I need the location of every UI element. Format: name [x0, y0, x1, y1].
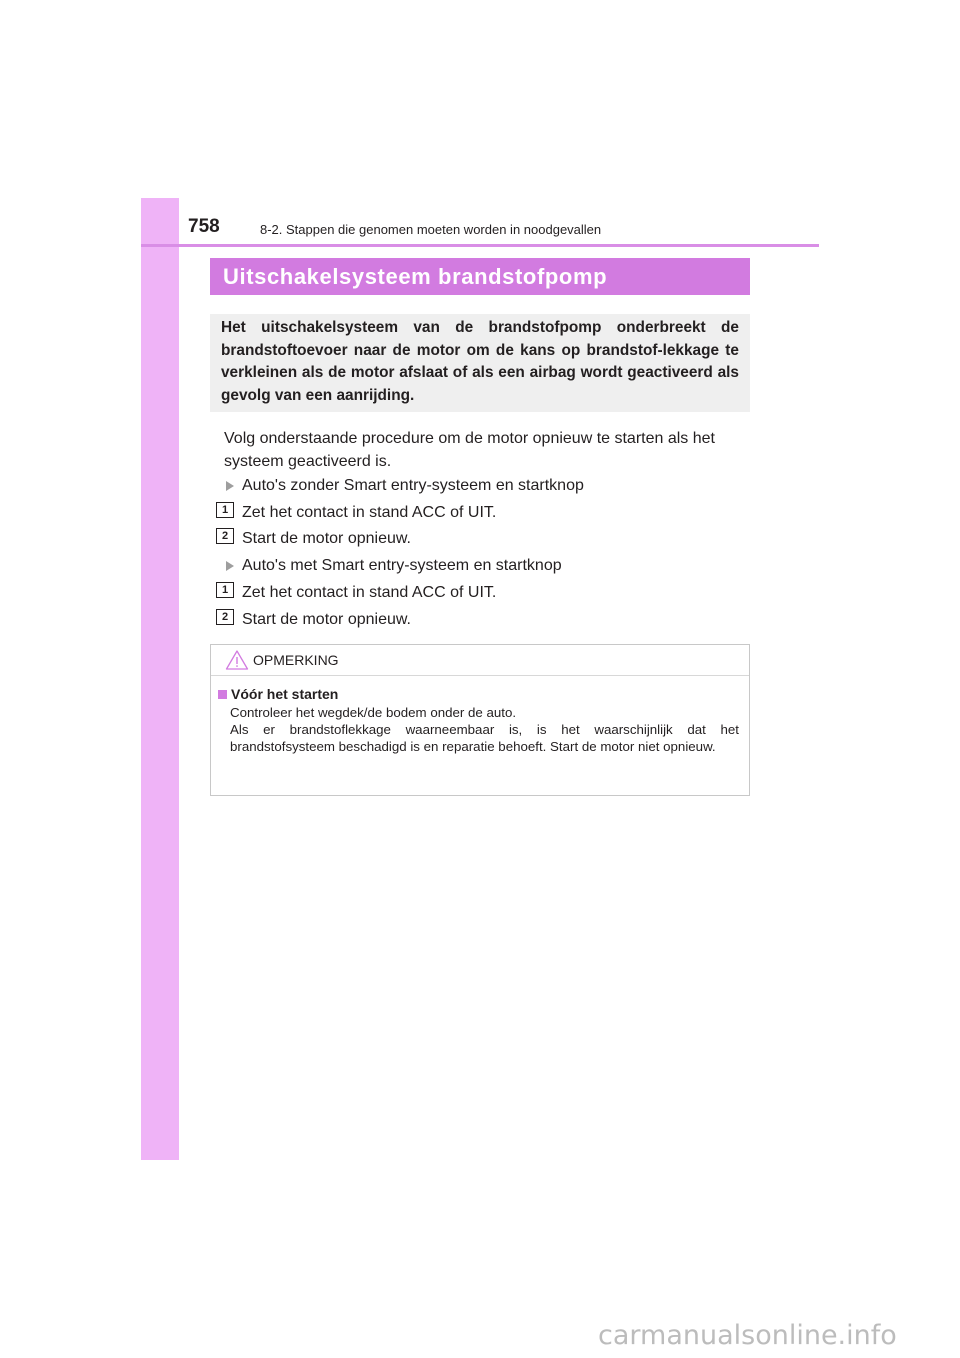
step-text: Start de motor opnieuw. — [242, 530, 411, 547]
watermark-text: carmanualsonline.info — [598, 1320, 897, 1351]
header-rule — [141, 244, 819, 247]
intro-box — [210, 314, 750, 412]
caution-label: OPMERKING — [253, 652, 339, 668]
caution-line: Als er brandstoflekkage waarneembaar is, is het waarschijnlijk dat het brandstofsysteem beschadigd is en reparatie behoeft. Start de motor niet opnieuw. — [230, 722, 739, 755]
step-number-badge: 2 — [216, 528, 234, 544]
warning-triangle-icon — [225, 649, 249, 671]
step-row — [216, 528, 411, 550]
caution-title — [218, 686, 739, 702]
arrow-right-icon — [226, 561, 234, 571]
caution-box — [210, 644, 750, 796]
list-heading-label: Auto's met Smart entry-systeem en startknop — [242, 557, 562, 574]
step-number-badge: 1 — [216, 502, 234, 518]
watermark-logo — [598, 1318, 938, 1354]
caution-line: Controleer het wegdek/de bodem onder de auto. — [230, 705, 517, 720]
step-row — [216, 609, 411, 631]
title-bar — [210, 258, 750, 295]
page-title: Uitschakelsysteem brandstofpomp — [223, 263, 608, 289]
caution-title-text: Vóór het starten — [231, 686, 339, 702]
step-text: Zet het contact in stand ACC of UIT. — [242, 584, 497, 601]
list-heading-with-smart — [216, 555, 562, 577]
step-text: Start de motor opnieuw. — [242, 611, 411, 628]
step-row — [216, 582, 496, 604]
arrow-right-icon — [226, 481, 234, 491]
list-heading-without-smart — [216, 475, 584, 497]
step-text: Zet het contact in stand ACC of UIT. — [242, 504, 497, 521]
chapter-side-strip — [141, 198, 179, 1160]
step-row — [216, 502, 496, 524]
page-number: 758 — [188, 216, 220, 237]
step-number-badge: 1 — [216, 582, 234, 598]
caution-body — [211, 676, 749, 756]
caution-text — [230, 704, 739, 756]
caution-header — [211, 645, 749, 676]
list-heading-label: Auto's zonder Smart entry-systeem en startknop — [242, 477, 584, 494]
bullet-square-icon — [218, 690, 227, 699]
section-header: 8-2. Stappen die genomen moeten worden in noodgevallen — [260, 222, 602, 237]
step-number-badge: 2 — [216, 609, 234, 625]
intro-text: Het uitschakelsysteem van de brandstofpomp onderbreekt de brandstoftoevoer naar de motor om de kans op brandstof-lekkage te verkleinen als de motor afslaat of als een airbag wordt geactiveerd als gevolg van een aanrijding. — [221, 319, 739, 404]
body-text: Volg onderstaande procedure om de motor opnieuw te starten als het systeem geactiveerd is. — [224, 430, 715, 470]
